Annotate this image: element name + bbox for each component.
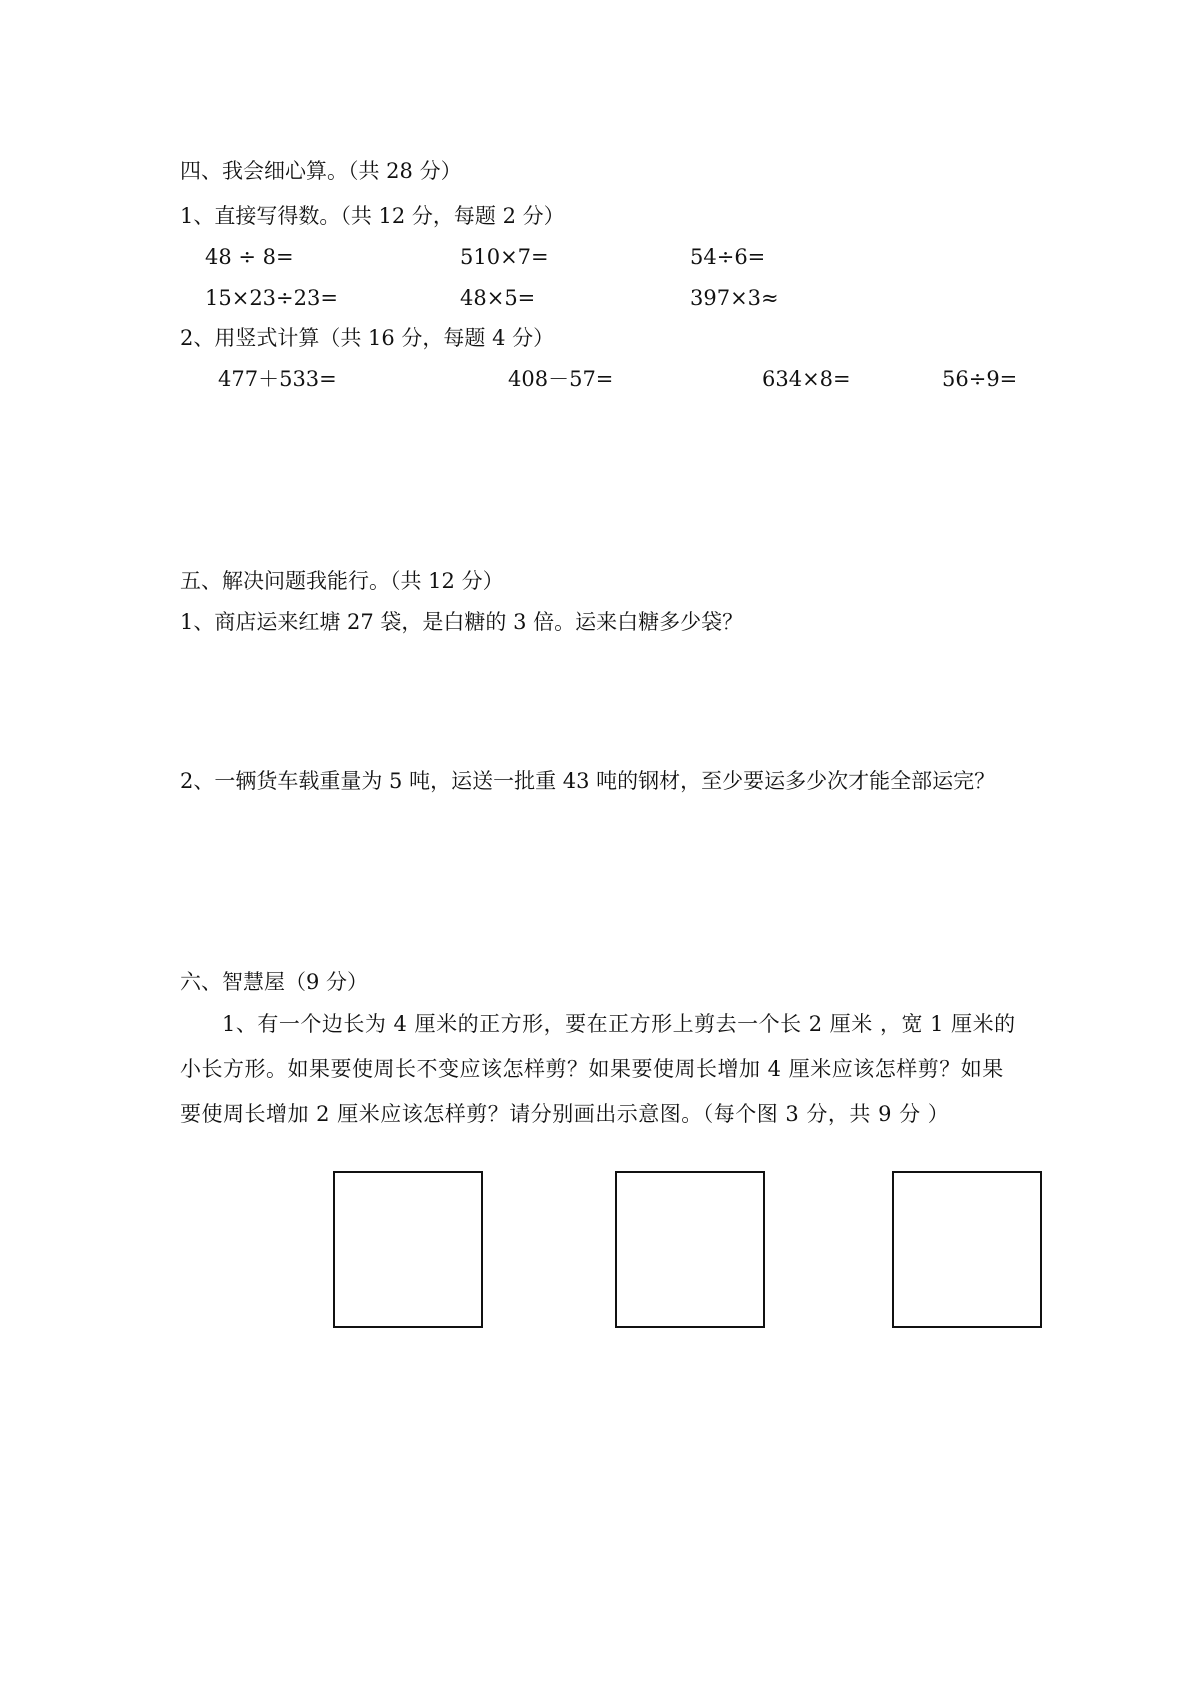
expr-5: 48×5= <box>460 286 536 310</box>
expr-3: 54÷6= <box>690 245 766 269</box>
section-4-q2-title: 2、用竖式计算（共 16 分，每题 4 分） <box>180 326 555 350</box>
section-5-title: 五、解决问题我能行。（共 12 分） <box>180 569 504 593</box>
vertical-expr-2: 408－57= <box>508 367 614 391</box>
expr-4: 15×23÷23= <box>205 286 338 310</box>
drawing-box-2 <box>615 1171 765 1328</box>
drawing-box-1 <box>333 1171 483 1328</box>
expr-1: 48 ÷ 8= <box>205 245 294 269</box>
vertical-expr-3: 634×8= <box>762 367 851 391</box>
expr-2: 510×7= <box>460 245 549 269</box>
vertical-expr-4: 56÷9= <box>942 367 1018 391</box>
section-4-title: 四、我会细心算。（共 28 分） <box>180 159 462 183</box>
section-4-q1-title: 1、直接写得数。（共 12 分，每题 2 分） <box>180 204 565 228</box>
section-6-q1: 1、有一个边长为 4 厘米的正方形，要在正方形上剪去一个长 2 厘米 ，宽 1 厘米的小长方形。如果要使周长不变应该怎样剪？如果要使周长增加 4 厘米应该怎样剪？如果要使周长增加 2 厘米应该怎样剪？请分别画出示意图。（每个图 3 分，共 9 分 ） <box>180 1012 1016 1126</box>
drawing-box-3 <box>892 1171 1042 1328</box>
section-6-title: 六、智慧屋（9 分） <box>180 970 369 994</box>
vertical-expr-1: 477＋533= <box>218 367 337 391</box>
section-5-q2: 2、一辆货车载重量为 5 吨，运送一批重 43 吨的钢材，至少要运多少次才能全部运完？ <box>180 769 996 793</box>
section-5-q1: 1、商店运来红塘 27 袋，是白糖的 3 倍。运来白糖多少袋？ <box>180 610 744 634</box>
expr-6: 397×3≈ <box>690 286 779 310</box>
